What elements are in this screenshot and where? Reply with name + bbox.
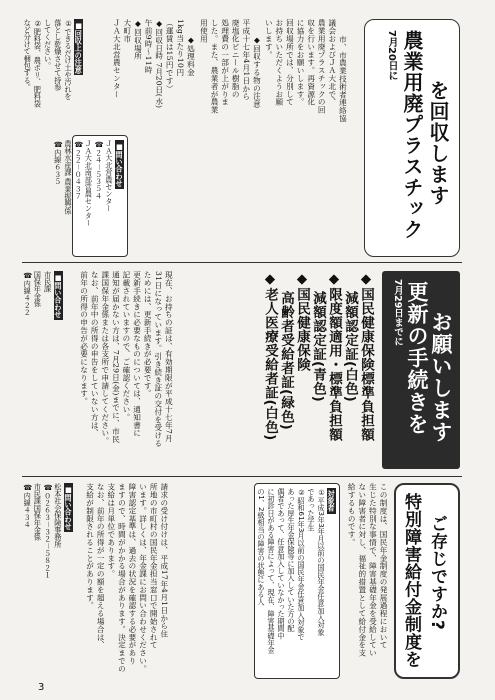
benefit-intro: この制度は、国民年金制度の発展過程において 生じた特別な事情で、障害基礎年金を受給してい ない障害者に対し、福祉的措置として給付金を支 給するものです。 [347, 483, 388, 657]
plastic-title-date: 7月20日に [386, 30, 397, 81]
cert-item: ◆国民健康保険 [294, 271, 310, 372]
section-renewal [22, 263, 462, 477]
cert-item: 減額認定証(青色) [310, 291, 326, 403]
renewal-title-date: 7月29日までに [392, 279, 403, 347]
renewal-title-end: お願いします [429, 311, 453, 443]
renewal-title-main: 更新の手続きを [405, 281, 429, 435]
benefit-target-box [254, 483, 340, 679]
section-plastic-collection [22, 15, 462, 263]
cert-item: ◆限度額適用・標準負担額 [326, 271, 342, 442]
renewal-certificate-list [262, 271, 374, 471]
cert-item: 高齢者受給者証(緑色) [278, 291, 294, 431]
plastic-body-col-2: ◆回収する物の注意 平成十七年4月1日から 廃塩化ビニール樹脂の 処理費の一部が上がりま した。また、農業者が農業 用使用 [199, 19, 262, 114]
plastic-body-col-1: 市、市農業技術者連絡協 議会およびＪＡ大北で、 農業用廃プラスチックの回 収を行います。再資源化 に協力をお願いします。 回収場所では、分別して お持ちいただくようお願 いします。 [264, 19, 348, 123]
renewal-body: 現在、お持ちの証は、有効期限が平成十七年7月 31日になっています。引き続き証の交付を受ける ためには、更新手続きが必要です。 更新手続きに必要なものについては、通知書に 記載されていますので、ご確認ください。 通知が届かない方は、7月29日(金)までに、市民 課国保年金係または各支所で申請してください。 なお、前年中の所得の申告をしていない方は、 前年の所得の申告が必要になります。 [79, 271, 174, 448]
plastic-title-main: 農業用廃プラスチック [400, 30, 424, 240]
renewal-title-box [382, 271, 460, 469]
plastic-inquiry-text: ■問い合わせ ＪＡ大北営農センター ☎２４－５３５４ ＪＡ大北南部営農センター ☎２２－０４３７ 農林水産課 農業振興係 ☎内線６３５ [53, 140, 124, 227]
cert-item: ◆国民健康保険標準負担額 [358, 271, 374, 442]
plastic-notes: ■回収上の注意 ①できるだけ土や汚れを 落とし乾燥させて持参 してください。 ②肥料袋、農ポリ、肥料袋 など分けて梱包する。 [23, 19, 84, 108]
benefit-title-main: 特別障害給付金制度を [401, 493, 421, 668]
benefit-title-box [394, 483, 460, 679]
renewal-inquiry: ■問い合わせ 市民課 国保年金係 ☎内線４２２ [23, 271, 63, 318]
page-number: 3 [38, 682, 45, 693]
section-disability-benefit [22, 477, 462, 683]
benefit-title-end: ご存じですか? [427, 515, 447, 631]
plastic-body-col-3: ◆処理料金 1kg当たり10円 （運賃は15円です） ◆回収日時 7月20日(水) 午前9時～11時 ◆回収場所 大町市 ＪＡ大北営農センター [112, 19, 196, 109]
cert-item: 減額認定証(白色) [342, 291, 358, 403]
plastic-title-end: を回収します [426, 80, 450, 206]
cert-item: ◆老人医療受給者証(白色) [262, 271, 278, 441]
benefit-target-text: 対象者 ①平成3年3年月以前の国民年金任意加入対象 であった学生 ②昭和61年3月以前の国民年金任意加入対象で あった厚生年金保険等に加入していた方の配 偶者であって、任意加入していなかった期間中 に初診日がある障害によって、現在、障害基礎年金 の1、2級相当の障害の状態にある人 [257, 488, 336, 654]
plastic-title-box [364, 19, 460, 257]
benefit-body: 請求の受け付けは、平成17年4月1日から住 所地の市町村の国民年金担当窓口で開始されて います。詳しくは、年金課にお問い合わせください。 障害認定基準は、過去の状況を確認する必要があり ますので、時間がかかる場合があります。決定までの 支給は月単位であります。 なお、前年の所得が一定の額を超える場合は、 支給が制限されることがあります。 [85, 483, 169, 673]
benefit-inquiry: ■問い合わせ 松本社会保険事務所 ☎０２６３－３２－５８２１ 市民課国保年金係 ☎内線４３４ [23, 483, 74, 579]
